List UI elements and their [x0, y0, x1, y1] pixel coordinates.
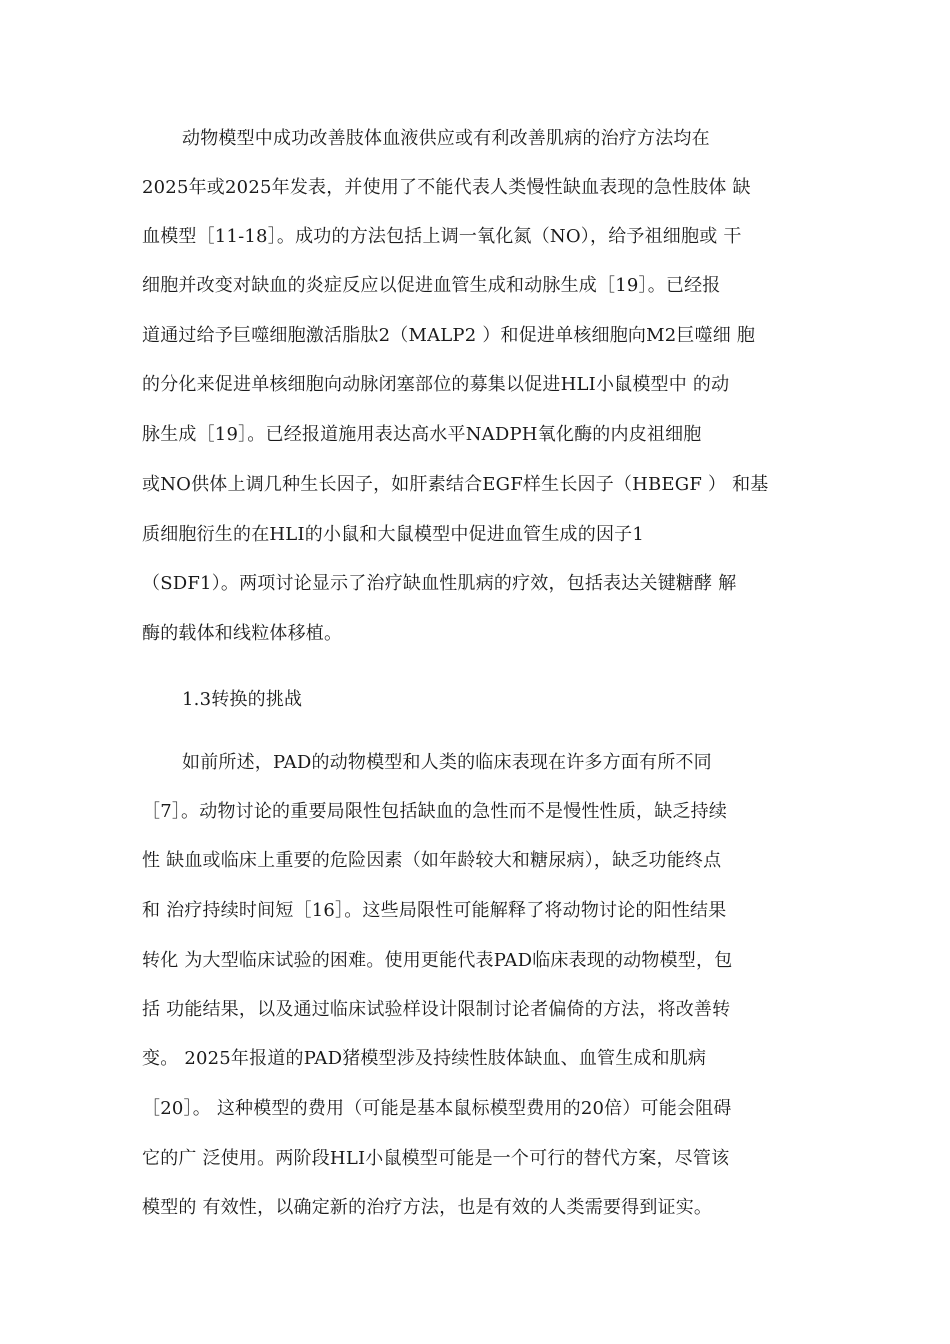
paragraph-2-line-6: 括 功能结果，以及通过临床试验样设计限制讨论者偏倚的方法，将改善转: [142, 999, 731, 1020]
paragraph-1-line-10: （SDF1）。两项讨论显示了治疗缺血性肌病的疗效，包括表达关键糖酵 解: [142, 573, 737, 594]
paragraph-1-line-3: 血模型［11-18］。成功的方法包括上调一氧化氮（NO），给予祖细胞或 干: [142, 226, 742, 247]
paragraph-1-line-1: 动物模型中成功改善肢体血液供应或有利改善肌病的治疗方法均在: [182, 128, 710, 149]
paragraph-2-line-2: ［7］。动物讨论的重要局限性包括缺血的急性而不是慢性性质，缺乏持续: [142, 801, 728, 822]
paragraph-1-line-7: 脉生成［19］。已经报道施用表达高水平NADPH氧化酶的内皮祖细胞: [142, 424, 702, 445]
section-heading: 1.3转换的挑战: [182, 689, 303, 710]
paragraph-2-line-10: 模型的 有效性，以确定新的治疗方法，也是有效的人类需要得到证实。: [142, 1197, 713, 1218]
paragraph-2-line-1: 如前所述，PAD的动物模型和人类的临床表现在许多方面有所不同: [182, 752, 712, 773]
paragraph-1-line-5: 道通过给予巨噬细胞激活脂肽2（MALP2 ）和促进单核细胞向M2巨噬细 胞: [142, 325, 756, 346]
paragraph-2-line-5: 转化 为大型临床试验的困难。使用更能代表PAD临床表现的动物模型，包: [142, 950, 733, 971]
paragraph-1-line-6: 的分化来促进单核细胞向动脉闭塞部位的募集以促进HLI小鼠模型中 的动: [142, 374, 730, 395]
paragraph-2-line-4: 和 治疗持续时间短［16］。这些局限性可能解释了将动物讨论的阳性结果: [142, 900, 727, 921]
paragraph-1-line-2: 2025年或2025年发表，并使用了不能代表人类慢性缺血表现的急性肢体 缺: [142, 177, 751, 198]
paragraph-2-line-3: 性 缺血或临床上重要的危险因素（如年龄较大和糖尿病），缺乏功能终点: [142, 850, 722, 871]
paragraph-1-line-9: 质细胞衍生的在HLI的小鼠和大鼠模型中促进血管生成的因子1: [142, 524, 645, 545]
paragraph-1-line-11: 酶的载体和线粒体移植。: [142, 623, 343, 644]
paragraph-2-line-9: 它的广 泛使用。两阶段HLI小鼠模型可能是一个可行的替代方案，尽管该: [142, 1148, 730, 1169]
paragraph-2-line-7: 变。 2025年报道的PAD猪模型涉及持续性肢体缺血、血管生成和肌病: [142, 1048, 707, 1069]
paragraph-1-line-4: 细胞并改变对缺血的炎症反应以促进血管生成和动脉生成［19］。已经报: [142, 275, 721, 296]
paragraph-2-line-8: ［20］。 这种模型的费用（可能是基本鼠标模型费用的20倍）可能会阻碍: [142, 1098, 732, 1119]
paragraph-1-line-8: 或NO供体上调几种生长因子，如肝素结合EGF样生长因子（HBEGF ） 和基: [142, 474, 769, 495]
